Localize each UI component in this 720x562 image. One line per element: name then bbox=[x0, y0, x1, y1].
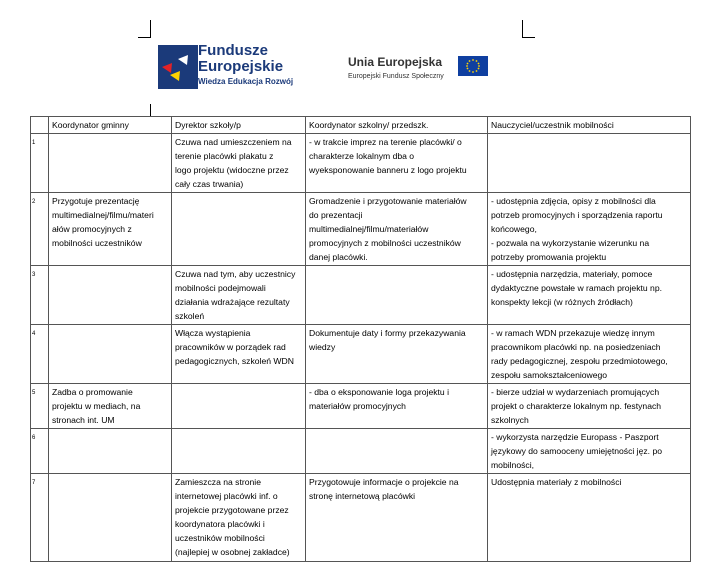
table-cell: - udostępnia zdjęcia, opisy z mobilności dla potrzeb promocyjnych i sporządzenia raportu końcowego, - pozwala na wykorzystanie wizerunku na potrzeby promowania projektu bbox=[488, 193, 691, 266]
row-number: 7 bbox=[31, 474, 49, 562]
table-cell: Dokumentuje daty i formy przekazywania wiedzy bbox=[306, 325, 488, 384]
table-cell: Przygotowuje informacje o projekcie na stronę internetową placówki bbox=[306, 474, 488, 562]
row-number: 1 bbox=[31, 134, 49, 193]
table-cell bbox=[306, 429, 488, 474]
table-cell: Udostępnia materiały z mobilności bbox=[488, 474, 691, 562]
header-row bbox=[31, 117, 691, 134]
table-cell: - bierze udział w wydarzeniach promujących projekt o charakterze lokalnym np. festynach szkolnych bbox=[488, 384, 691, 429]
row-number: 3 bbox=[31, 266, 49, 325]
table-cell bbox=[49, 325, 172, 384]
table-cell bbox=[488, 134, 691, 193]
table-cell: - wykorzysta narzędzie Europass - Paszport językowy do samooceny umiejętności jęz. po mobilności, bbox=[488, 429, 691, 474]
crop-mark bbox=[150, 104, 151, 116]
header-koordynator-szkolny: Koordynator szkolny/ przedszk. bbox=[306, 117, 488, 134]
table-cell: Włącza wystąpienia pracowników w porządek rad pedagogicznych, szkoleń WDN bbox=[172, 325, 306, 384]
table-cell bbox=[49, 429, 172, 474]
table-row bbox=[31, 429, 691, 474]
eu-subtitle: Europejski Fundusz Społeczny bbox=[348, 73, 444, 80]
fe-wordmark: Fundusze Europejskie bbox=[198, 42, 284, 75]
header-dyrektor: Dyrektor szkoły/p bbox=[172, 117, 306, 134]
table-cell: Zadba o promowanie projektu w mediach, na stronach int. UM bbox=[49, 384, 172, 429]
table-cell bbox=[172, 429, 306, 474]
crop-mark bbox=[150, 20, 151, 38]
table-row bbox=[31, 193, 691, 266]
row-number: 4 bbox=[31, 325, 49, 384]
table-row bbox=[31, 474, 691, 562]
table-row bbox=[31, 325, 691, 384]
table-cell bbox=[49, 266, 172, 325]
table-cell: Czuwa nad umieszczeniem na terenie placówki plakatu z logo projektu (widoczne przez cały czas trwania) bbox=[172, 134, 306, 193]
eu-logo bbox=[330, 55, 490, 89]
table-row bbox=[31, 266, 691, 325]
crop-mark bbox=[138, 37, 151, 38]
row-number: 2 bbox=[31, 193, 49, 266]
eu-flag-icon bbox=[458, 56, 488, 76]
table-cell: - w ramach WDN przekazuje wiedzę innym pracownikom placówki np. na posiedzeniach rady pedagogicznej, zespołu przedmiotowego, zespołu samokształceniowego bbox=[488, 325, 691, 384]
table-cell bbox=[49, 134, 172, 193]
table-row bbox=[31, 384, 691, 429]
table-cell: Przygotuje prezentację multimedialnej/filmu/materi ałów promocyjnych z mobilności uczestników bbox=[49, 193, 172, 266]
header-num bbox=[31, 117, 49, 134]
row-number: 5 bbox=[31, 384, 49, 429]
table-cell: Gromadzenie i przygotowanie materiałów do prezentacji multimedialnej/filmu/materiałów promocyjnych z mobilności uczestników danej placówki. bbox=[306, 193, 488, 266]
table-row bbox=[31, 134, 691, 193]
fe-program-name: Wiedza Edukacja Rozwój bbox=[198, 77, 294, 86]
header-koordynator-gminny: Koordynator gminny bbox=[49, 117, 172, 134]
table-cell: Zamieszcza na stronie internetowej placówki inf. o projekcie przygotowane przez koordynatora placówki i uczestników mobilności (najlepiej w osobnej zakładce) bbox=[172, 474, 306, 562]
row-number: 6 bbox=[31, 429, 49, 474]
table-cell bbox=[306, 266, 488, 325]
table-cell: - dba o eksponowanie loga projektu i materiałów promocyjnych bbox=[306, 384, 488, 429]
table-cell: - w trakcie imprez na terenie placówki/ o charakterze lokalnym dba o wyeksponowanie banneru z logo projektu bbox=[306, 134, 488, 193]
crop-mark bbox=[522, 20, 523, 38]
responsibility-table bbox=[30, 116, 691, 562]
header-nauczyciel: Nauczyciel/uczestnik mobilności bbox=[488, 117, 691, 134]
fe-flag-icon bbox=[158, 45, 198, 89]
table-cell bbox=[172, 193, 306, 266]
crop-mark bbox=[522, 37, 535, 38]
table-cell: Czuwa nad tym, aby uczestnicy mobilności podejmowali działania wdrażające rezultaty szkoleń bbox=[172, 266, 306, 325]
table-cell: - udostępnia narzędzia, materiały, pomoce dydaktyczne powstałe w ramach projektu np. konspekty lekcji (w różnych źródłach) bbox=[488, 266, 691, 325]
table-cell bbox=[49, 474, 172, 562]
fundusze-europejskie-logo bbox=[158, 42, 298, 95]
eu-title: Unia Europejska bbox=[348, 55, 443, 69]
table-cell bbox=[172, 384, 306, 429]
